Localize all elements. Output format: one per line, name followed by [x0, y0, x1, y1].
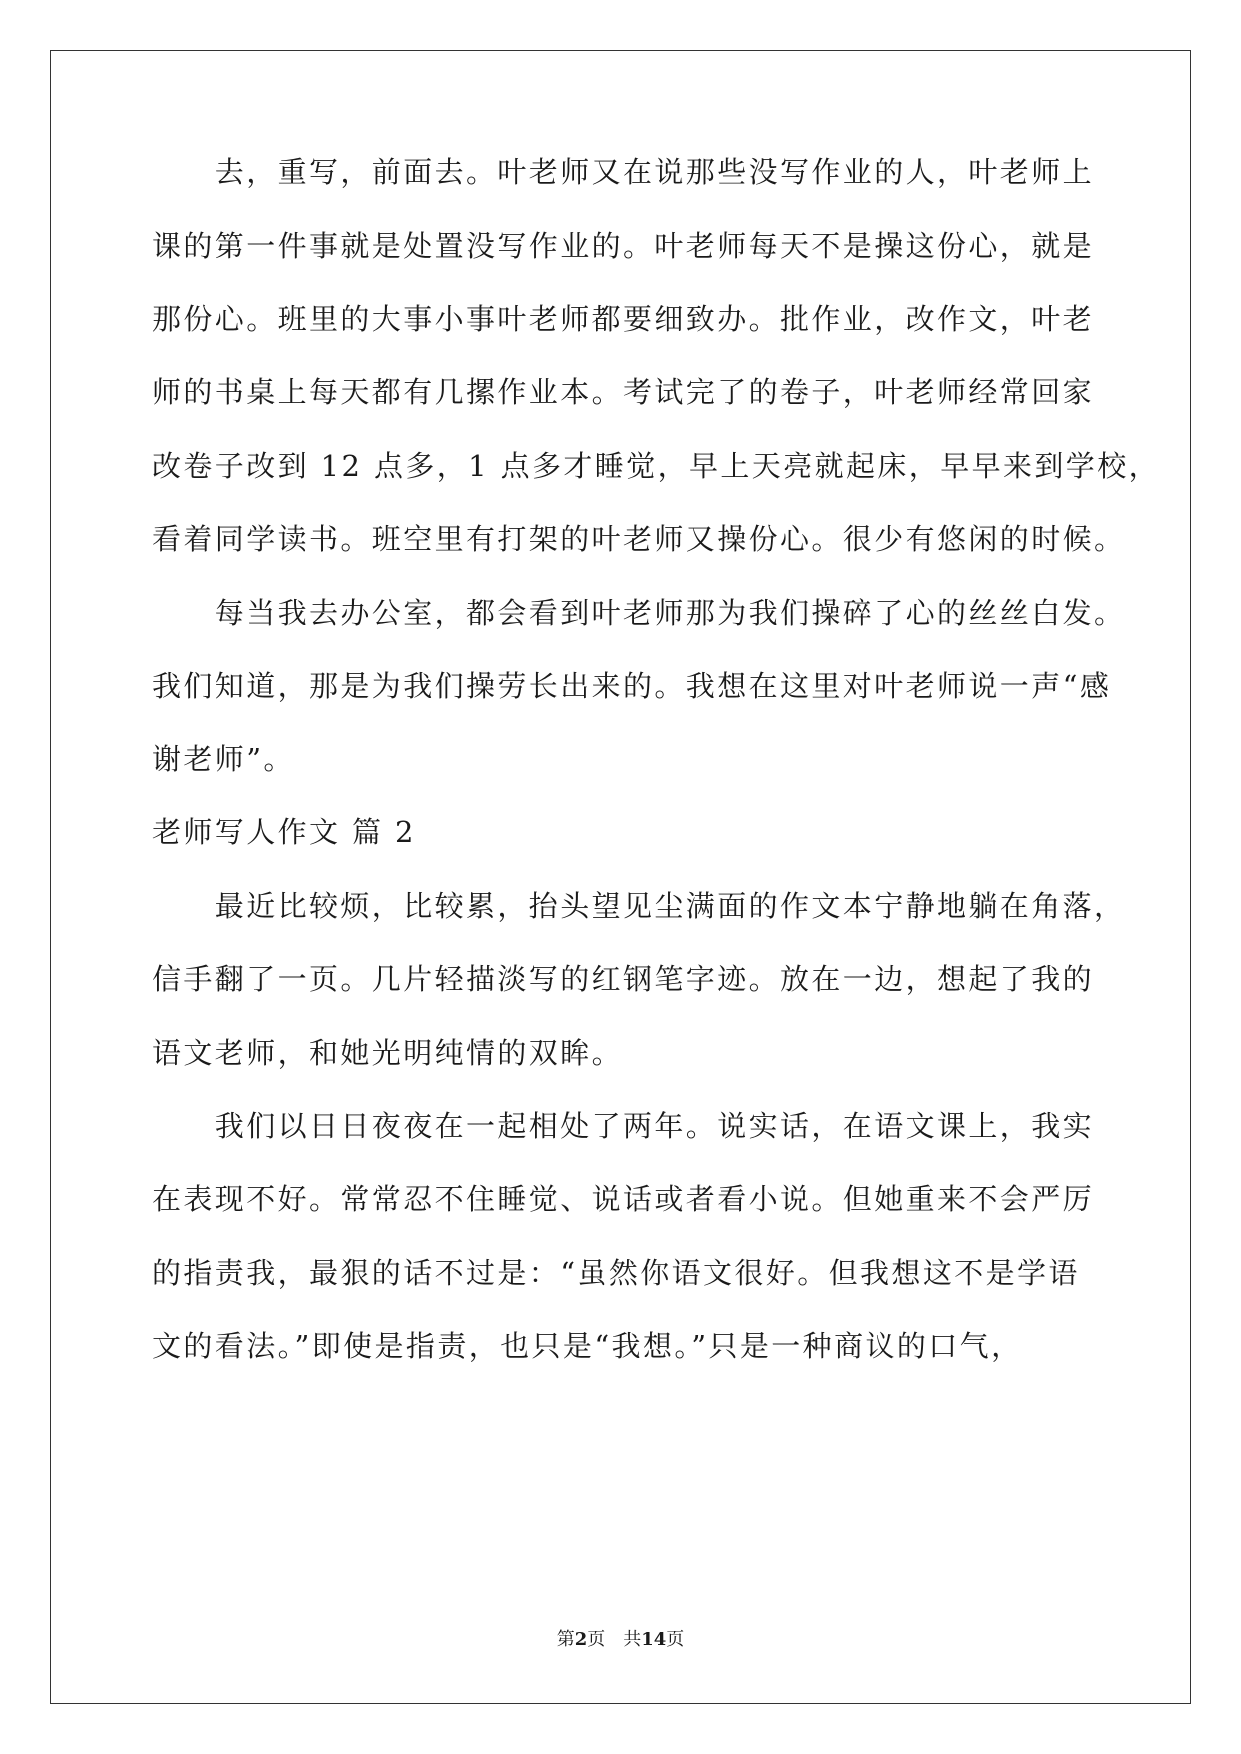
footer-prefix: 第: [556, 1629, 575, 1650]
body-text-line: 那份心。班里的大事小事叶老师都要细致办。批作业，改作文，叶老: [152, 302, 1095, 336]
footer-total-unit: 页: [666, 1629, 685, 1650]
body-text-line: 文的看法。”即使是指责，也只是“我想。”只是一种商议的口气，: [152, 1329, 1023, 1363]
page-footer: [0, 1631, 1241, 1649]
footer-total-prefix: 共: [623, 1629, 642, 1650]
footer-page-unit: 页: [587, 1629, 606, 1650]
body-text-line: 谢老师”。: [152, 742, 295, 776]
total-pages-number: 14: [641, 1629, 667, 1650]
body-text-line: 语文老师，和她光明纯情的双眸。: [152, 1036, 624, 1070]
body-text-line: 在表现不好。常常忍不住睡觉、说话或者看小说。但她重来不会严厉: [152, 1182, 1095, 1216]
page-border: [50, 50, 1191, 1704]
body-text-line: 去，重写，前面去。叶老师又在说那些没写作业的人，叶老师上: [152, 155, 1095, 189]
body-text-line: 课的第一件事就是处置没写作业的。叶老师每天不是操这份心，就是: [152, 229, 1095, 263]
body-text-line: 我们知道，那是为我们操劳长出来的。我想在这里对叶老师说一声“感: [152, 669, 1112, 703]
body-text-line: 我们以日日夜夜在一起相处了两年。说实话，在语文课上，我实: [152, 1109, 1095, 1143]
current-page-number: 2: [574, 1629, 588, 1650]
body-text-line: 最近比较烦，比较累，抬头望见尘满面的作文本宁静地躺在角落，: [152, 889, 1126, 923]
body-text-line: 看着同学读书。班空里有打架的叶老师又操份心。很少有悠闲的时候。: [152, 522, 1126, 556]
body-text-line: 的指责我，最狠的话不过是：“虽然你语文很好。但我想这不是学语: [152, 1256, 1080, 1290]
body-text-line: 师的书桌上每天都有几摞作业本。考试完了的卷子，叶老师经常回家: [152, 375, 1095, 409]
body-text-line: 改卷子改到 12 点多，1 点多才睡觉，早上天亮就起床，早早来到学校，: [152, 449, 1161, 483]
body-text-line: 信手翻了一页。几片轻描淡写的红钢笔字迹。放在一边，想起了我的: [152, 962, 1095, 996]
section-heading: 老师写人作文 篇 2: [152, 815, 416, 849]
body-text-line: 每当我去办公室，都会看到叶老师那为我们操碎了心的丝丝白发。: [152, 596, 1126, 630]
